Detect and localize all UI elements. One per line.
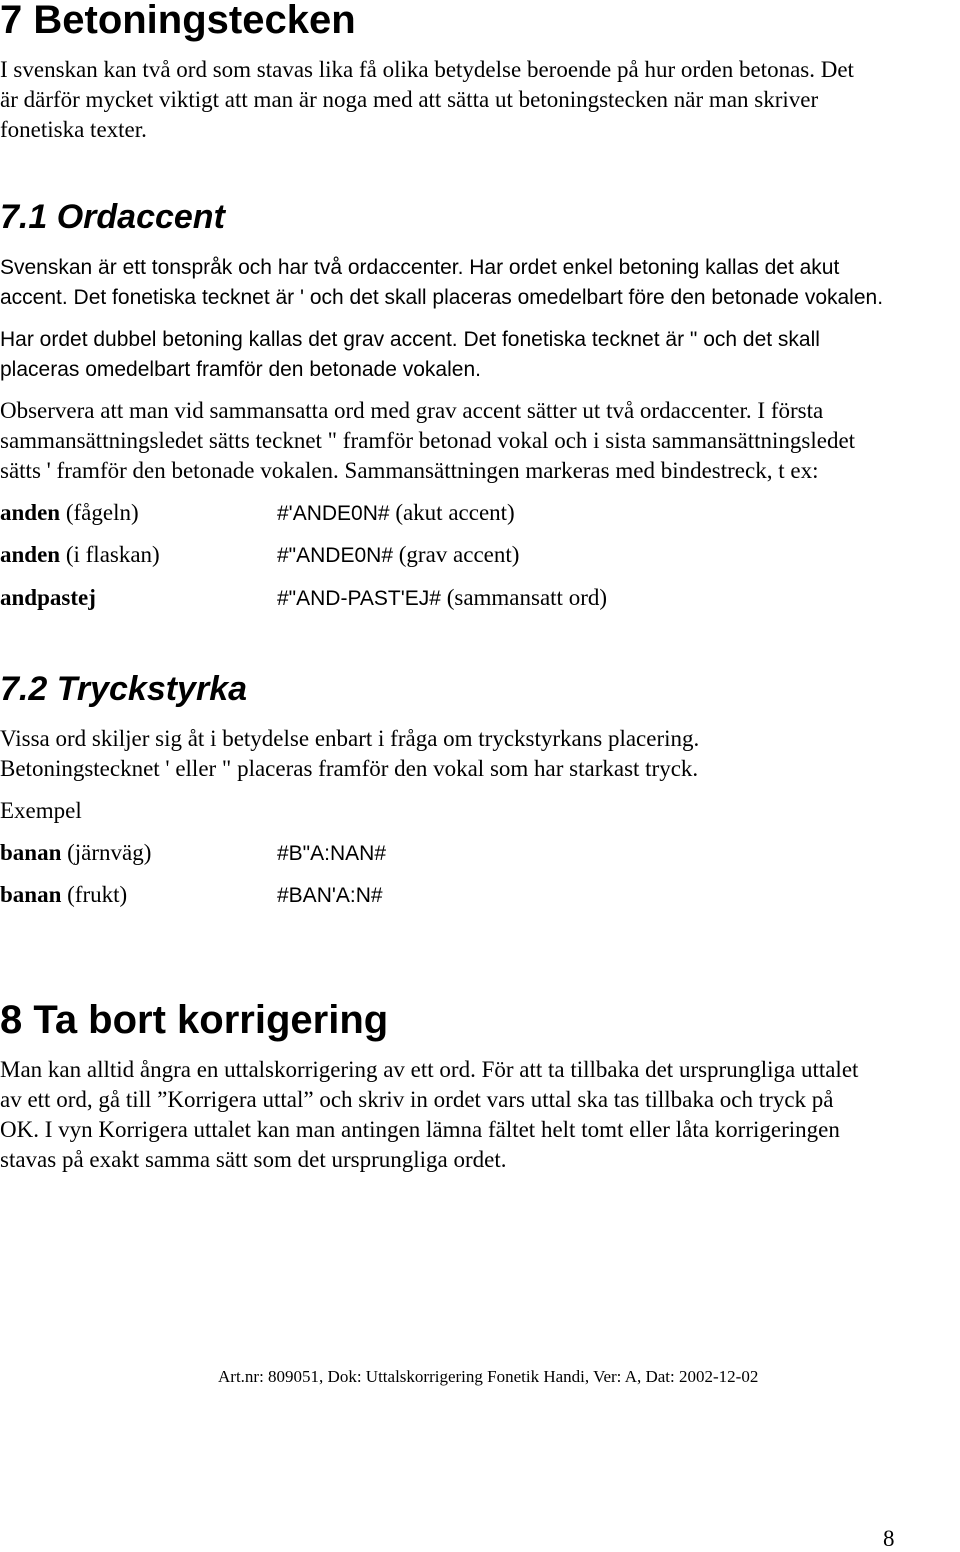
- example-term: andpastej: [0, 585, 96, 610]
- example-term: anden: [0, 542, 61, 567]
- example-term: anden: [0, 500, 61, 525]
- paragraph-line: Har ordet dubbel betoning kallas det grav accent. Det fonetiska tecknet är " och det skall: [0, 328, 820, 351]
- example-note: (grav accent): [398, 542, 520, 567]
- paragraph-line: I svenskan kan två ord som stavas lika få olika betydelse beroende på hur orden betonas. Det: [0, 57, 854, 82]
- example-transcription: [277, 880, 383, 911]
- paragraph-line: av ett ord, gå till ”Korrigera uttal” och skriv in ordet vars uttal ska tas tillbaka och tryck på: [0, 1087, 834, 1112]
- paragraph-line: fonetiska texter.: [0, 117, 147, 142]
- paragraph-line: Observera att man vid sammansatta ord med grav accent sätter ut två ordaccenter. I första: [0, 398, 824, 423]
- paragraph-line: Vissa ord skiljer sig åt i betydelse enbart i fråga om tryckstyrkans placering.: [0, 726, 700, 751]
- subsection-heading: 7.2 Tryckstyrka: [0, 670, 248, 708]
- phonetic-code: #'ANDE0N#: [277, 502, 390, 525]
- paragraph-line: Man kan alltid ångra en uttalskorrigering av ett ord. För att ta tillbaka det ursprungliga uttalet: [0, 1057, 859, 1082]
- paragraph-line: stavas på exakt samma sätt som det ursprungliga ordet.: [0, 1147, 507, 1172]
- example-transcription: [277, 540, 519, 571]
- paragraph-line: placeras omedelbart framför den betonade vokalen.: [0, 358, 481, 381]
- example-word: [0, 583, 96, 613]
- example-term: banan: [0, 840, 62, 865]
- example-word: [0, 880, 127, 910]
- page-number: 8: [883, 1526, 895, 1551]
- example-gloss: (i flaskan): [65, 542, 160, 567]
- document-footer: Art.nr: 809051, Dok: Uttalskorrigering Fonetik Handi, Ver: A, Dat: 2002-12-02: [218, 1367, 759, 1386]
- example-gloss: (frukt): [67, 882, 128, 907]
- example-word: [0, 838, 151, 868]
- example-transcription: [277, 498, 515, 529]
- example-note: (sammansatt ord): [446, 585, 608, 610]
- subsection-heading: 7.1 Ordaccent: [0, 198, 225, 236]
- example-gloss: (fågeln): [65, 500, 139, 525]
- section-heading: 8 Ta bort korrigering: [0, 998, 389, 1042]
- example-word: [0, 498, 139, 528]
- paragraph-line: Svenskan är ett tonspråk och har två ordaccenter. Har ordet enkel betoning kallas det akut: [0, 256, 840, 279]
- paragraph-line: är därför mycket viktigt att man är noga med att sätta ut betoningstecken när man skriver: [0, 87, 819, 112]
- paragraph-line: OK. I vyn Korrigera uttalet kan man antingen lämna fältet helt tomt eller låta korrigeringen: [0, 1117, 840, 1142]
- paragraph-line: sätts ' framför den betonade vokalen. Sammansättningen markeras med bindestreck, t ex:: [0, 458, 819, 483]
- example-note: (akut accent): [395, 500, 515, 525]
- phonetic-code: #"ANDE0N#: [277, 544, 394, 567]
- example-gloss: (järnväg): [67, 840, 152, 865]
- example-transcription: [277, 583, 607, 614]
- paragraph-line: Betoningstecknet ' eller " placeras framför den vokal som har starkast tryck.: [0, 756, 699, 781]
- example-word: [0, 540, 160, 570]
- paragraph-line: accent. Det fonetiska tecknet är ' och det skall placeras omedelbart före den betonade vokalen.: [0, 286, 884, 309]
- example-term: banan: [0, 882, 62, 907]
- phonetic-code: #BAN'A:N#: [277, 884, 383, 907]
- section-heading: 7 Betoningstecken: [0, 0, 356, 42]
- paragraph-line: sammansättningsledet sätts tecknet " framför betonad vokal och i sista sammansättningsledet: [0, 428, 856, 453]
- phonetic-code: #B"A:NAN#: [277, 842, 386, 865]
- phonetic-code: #"AND-PAST'EJ#: [277, 587, 441, 610]
- example-label: Exempel: [0, 798, 82, 823]
- example-transcription: [277, 838, 386, 869]
